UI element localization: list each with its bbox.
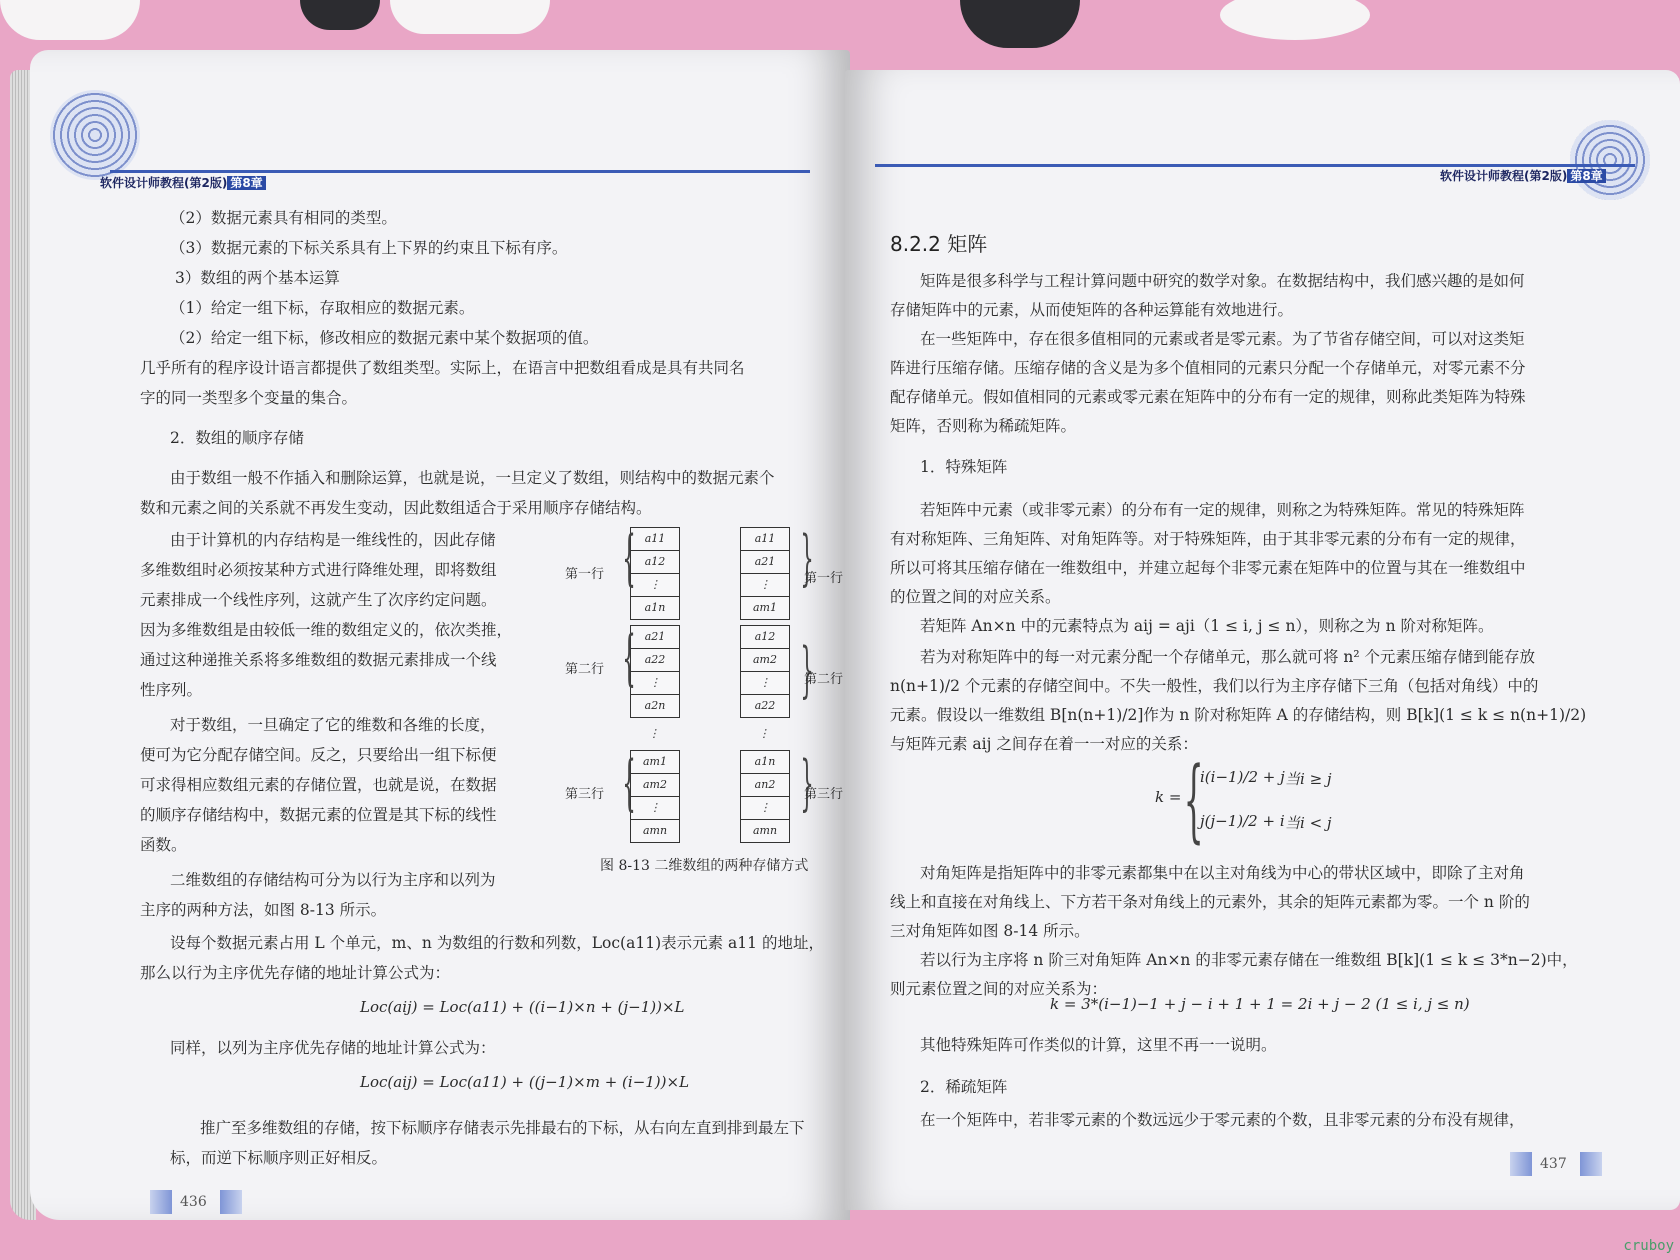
text-line: 由于计算机的内存结构是一维线性的，因此存储 (170, 531, 496, 549)
right-brace: } (800, 523, 814, 593)
formula-tridiagonal: k = 3*(i−1)−1 + j − i + 1 + 1 = 2i + j − 2 (1 ≤ i, j ≤ n) (1050, 995, 1470, 1013)
text-line: 数和元素之间的关系就不再发生变动，因此数组适合于采用顺序存储结构。 (140, 499, 652, 517)
text-line: 便可为它分配存储空间。反之，只要给出一组下标便 (140, 746, 497, 764)
text-line: 对于数组，一旦确定了它的维数和各维的长度， (170, 716, 496, 734)
text-line: 线上和直接在对角线上、下方若干条对角线上的元素外，其余的矩阵元素都为零。一个 n 阶的 (890, 893, 1530, 911)
text-line: 那么以行为主序优先存储的地址计算公式为： (140, 964, 451, 982)
text-line: 配存储单元。假如值相同的元素或零元素在矩阵中的分布有一定的规律，则称此类矩阵为特殊 (890, 388, 1526, 406)
array-cell: ⋮ (630, 796, 680, 820)
text-line: 在一个矩阵中，若非零元素的个数远远少于零元素的个数，且非零元素的分布没有规律， (920, 1111, 1525, 1129)
array-cell: ⋮ (758, 727, 770, 740)
text-line: 因为多维数组是由较低一维的数组定义的，依次类推， (140, 621, 513, 639)
text-line: 几乎所有的程序设计语言都提供了数组类型。实际上，在语言中把数组看成是具有共同名 (140, 359, 745, 377)
header-rings-icon (50, 90, 140, 180)
array-cell: a1n (740, 750, 790, 774)
array-cell: a11 (630, 527, 680, 551)
header-title: 软件设计师教程(第2版) 第8章 (1440, 167, 1606, 184)
text-line: 的顺序存储结构中，数据元素的位置是其下标的线性 (140, 806, 497, 824)
array-cell: amn (630, 819, 680, 843)
array-cell: a22 (630, 648, 680, 672)
text-line: 同样，以列为主序优先存储的地址计算公式为： (170, 1039, 496, 1057)
text-line: 标，而逆下标顺序则正好相反。 (170, 1149, 388, 1167)
row-label: 第三行 (565, 787, 605, 802)
text-line: 元素。假设以一维数组 B[n(n+1)/2]作为 n 阶对称矩阵 A 的存储结构，则 B[k](1 ≤ k ≤ n(n+1)/2) (890, 706, 1587, 724)
subheading: 1．特殊矩阵 (920, 458, 1008, 476)
array-cell: a21 (740, 550, 790, 574)
text-line: 可求得相应数组元素的存储位置，也就是说，在数据 (140, 776, 497, 794)
array-cell: ⋮ (648, 727, 660, 740)
subheading: 2．数组的顺序存储 (170, 429, 304, 447)
text-line: 对角矩阵是指矩阵中的非零元素都集中在以主对角线为中心的带状区域中，即除了主对角 (920, 864, 1525, 882)
open-book (10, 40, 1650, 1220)
right-page (845, 70, 1680, 1210)
array-cell: ⋮ (740, 671, 790, 695)
array-cell: a12 (630, 550, 680, 574)
text-line: 通过这种递推关系将多维数组的数据元素排成一个线 (140, 651, 497, 669)
right-brace: } (800, 748, 814, 818)
formula-case1: i(i−1)/2 + j (1200, 768, 1285, 786)
header-rule (110, 170, 810, 173)
formula-cond1: 当i ≥ j (1285, 770, 1332, 788)
text-line: 的位置之间的对应关系。 (890, 588, 1061, 606)
array-cell: a21 (630, 625, 680, 649)
array-cell: am2 (740, 648, 790, 672)
text-line: 三对角矩阵如图 8-14 所示。 (890, 922, 1090, 940)
array-cell: an2 (740, 773, 790, 797)
text-line: 设每个数据元素占用 L 个单元，m、n 为数组的行数和列数，Loc(a11)表示元素 a11 的地址， (170, 934, 824, 952)
header-rings-icon (1570, 120, 1650, 200)
page-number: 436 (180, 1194, 207, 1210)
formula-cond2: 当i < j (1285, 814, 1332, 832)
array-cell: a1n (630, 596, 680, 620)
row-label: 第二行 (565, 662, 605, 677)
array-cell: a22 (740, 694, 790, 718)
array-cell: a11 (740, 527, 790, 551)
row-label: 第一行 (565, 567, 605, 582)
text-line: 多维数组时必须按某种方式进行降维处理，即将数组 (140, 561, 497, 579)
array-cell: ⋮ (740, 796, 790, 820)
text-line: 主序的两种方法，如图 8-13 所示。 (140, 901, 387, 919)
background-dark-dot (300, 0, 380, 30)
page-number-bar (150, 1190, 172, 1214)
section-title: 8.2.2 矩阵 (890, 232, 988, 256)
text-line: （2）给定一组下标，修改相应的数据元素中某个数据项的值。 (170, 329, 599, 347)
formula-case2: j(j−1)/2 + i (1200, 812, 1285, 830)
row-label: 第二行 (804, 672, 844, 687)
formula-col-major: Loc(aij) = Loc(a11) + ((j−1)×m + (i−1))×L (360, 1073, 690, 1091)
formula-lhs: k = (1155, 788, 1182, 806)
text-line: （2）数据元素具有相同的类型。 (170, 209, 397, 227)
page-number-bar (1510, 1152, 1532, 1176)
array-cell: ⋮ (630, 573, 680, 597)
text-line: 若以行为主序将 n 阶三对角矩阵 An×n 的非零元素存储在一维数组 B[k](1 ≤ k ≤ 3*n−2)中， (920, 951, 1578, 969)
text-line: 由于数组一般不作插入和删除运算，也就是说，一旦定义了数组，则结构中的数据元素个 (170, 469, 775, 487)
left-brace: { (622, 623, 636, 693)
text-line: n(n+1)/2 个元素的存储空间中。不失一般性，我们以行为主序存储下三角（包括对角线）中的 (890, 677, 1539, 695)
text-line: 二维数组的存储结构可分为以行为主序和以列为 (170, 871, 496, 889)
text-line: 存储矩阵中的元素，从而使矩阵的各种运算能有效地进行。 (890, 301, 1294, 319)
array-cell: a2n (630, 694, 680, 718)
page-number-bar (220, 1190, 242, 1214)
subheading: 2．稀疏矩阵 (920, 1078, 1008, 1096)
text-line: （1）给定一组下标，存取相应的数据元素。 (170, 299, 475, 317)
text-line: 阵进行压缩存储。压缩存储的含义是为多个值相同的元素只分配一个存储单元，对零元素不分 (890, 359, 1526, 377)
array-cell: ⋮ (630, 671, 680, 695)
array-cell: ⋮ (740, 573, 790, 597)
text-line: 函数。 (140, 836, 187, 854)
page-number: 437 (1540, 1156, 1567, 1172)
array-cell: am2 (630, 773, 680, 797)
text-line: 推广至多维数组的存储，按下标顺序存储表示先排最右的下标，从右向左直到排到最左下 (200, 1119, 805, 1137)
text-line: 元素排成一个线性序列，这就产生了次序约定问题。 (140, 591, 497, 609)
row-label: 第一行 (804, 571, 844, 586)
left-brace: { (622, 523, 636, 593)
array-cell: a12 (740, 625, 790, 649)
row-label: 第三行 (804, 787, 844, 802)
text-line: 其他特殊矩阵可作类似的计算，这里不再一一说明。 (920, 1036, 1277, 1054)
figure-caption: 图 8-13 二维数组的两种存储方式 (600, 858, 809, 874)
array-cell: amn (740, 819, 790, 843)
array-cell: am1 (740, 596, 790, 620)
text-line: 矩阵是很多科学与工程计算问题中研究的数学对象。在数据结构中，我们感兴趣的是如何 (920, 272, 1525, 290)
text-line: 若矩阵 An×n 中的元素特点为 aij = aji（1 ≤ i, j ≤ n），则称之为 n 阶对称矩阵。 (920, 617, 1494, 635)
text-line: 字的同一类型多个变量的集合。 (140, 389, 358, 407)
left-brace: { (622, 748, 636, 818)
text-line: 若矩阵中元素（或非零元素）的分布有一定的规律，则称之为特殊矩阵。常见的特殊矩阵 (920, 501, 1525, 519)
text-line: 在一些矩阵中，存在很多值相同的元素或者是零元素。为了节省存储空间，可以对这类矩 (920, 330, 1525, 348)
text-line: 则元素位置之间的对应关系为： (890, 980, 1108, 998)
formula-brace: { (1183, 748, 1204, 853)
page-number-bar (1580, 1152, 1602, 1176)
left-page (30, 50, 850, 1220)
text-line: 性序列。 (140, 681, 203, 699)
formula-row-major: Loc(aij) = Loc(a11) + ((i−1)×n + (j−1))×L (360, 998, 685, 1016)
text-line: 有对称矩阵、三角矩阵、对角矩阵等。对于特殊矩阵，由于其非零元素的分布有一定的规律， (890, 530, 1526, 548)
header-title: 软件设计师教程(第2版) 第8章 (100, 174, 266, 191)
text-line: 与矩阵元素 aij 之间存在着一一对应的关系： (890, 735, 1198, 753)
text-line: （3）数据元素的下标关系具有上下界的约束且下标有序。 (170, 239, 568, 257)
text-line: 所以可将其压缩存储在一维数组中，并建立起每个非零元素在矩阵中的位置与其在一维数组中 (890, 559, 1526, 577)
right-brace: } (800, 635, 814, 705)
text-line: 若为对称矩阵中的每一对元素分配一个存储单元，那么就可将 n² 个元素压缩存储到能存放 (920, 648, 1536, 666)
text-line: 矩阵，否则称为稀疏矩阵。 (890, 417, 1077, 435)
text-line: 3）数组的两个基本运算 (175, 269, 340, 287)
array-cell: am1 (630, 750, 680, 774)
watermark: cruboy (1623, 1238, 1674, 1254)
